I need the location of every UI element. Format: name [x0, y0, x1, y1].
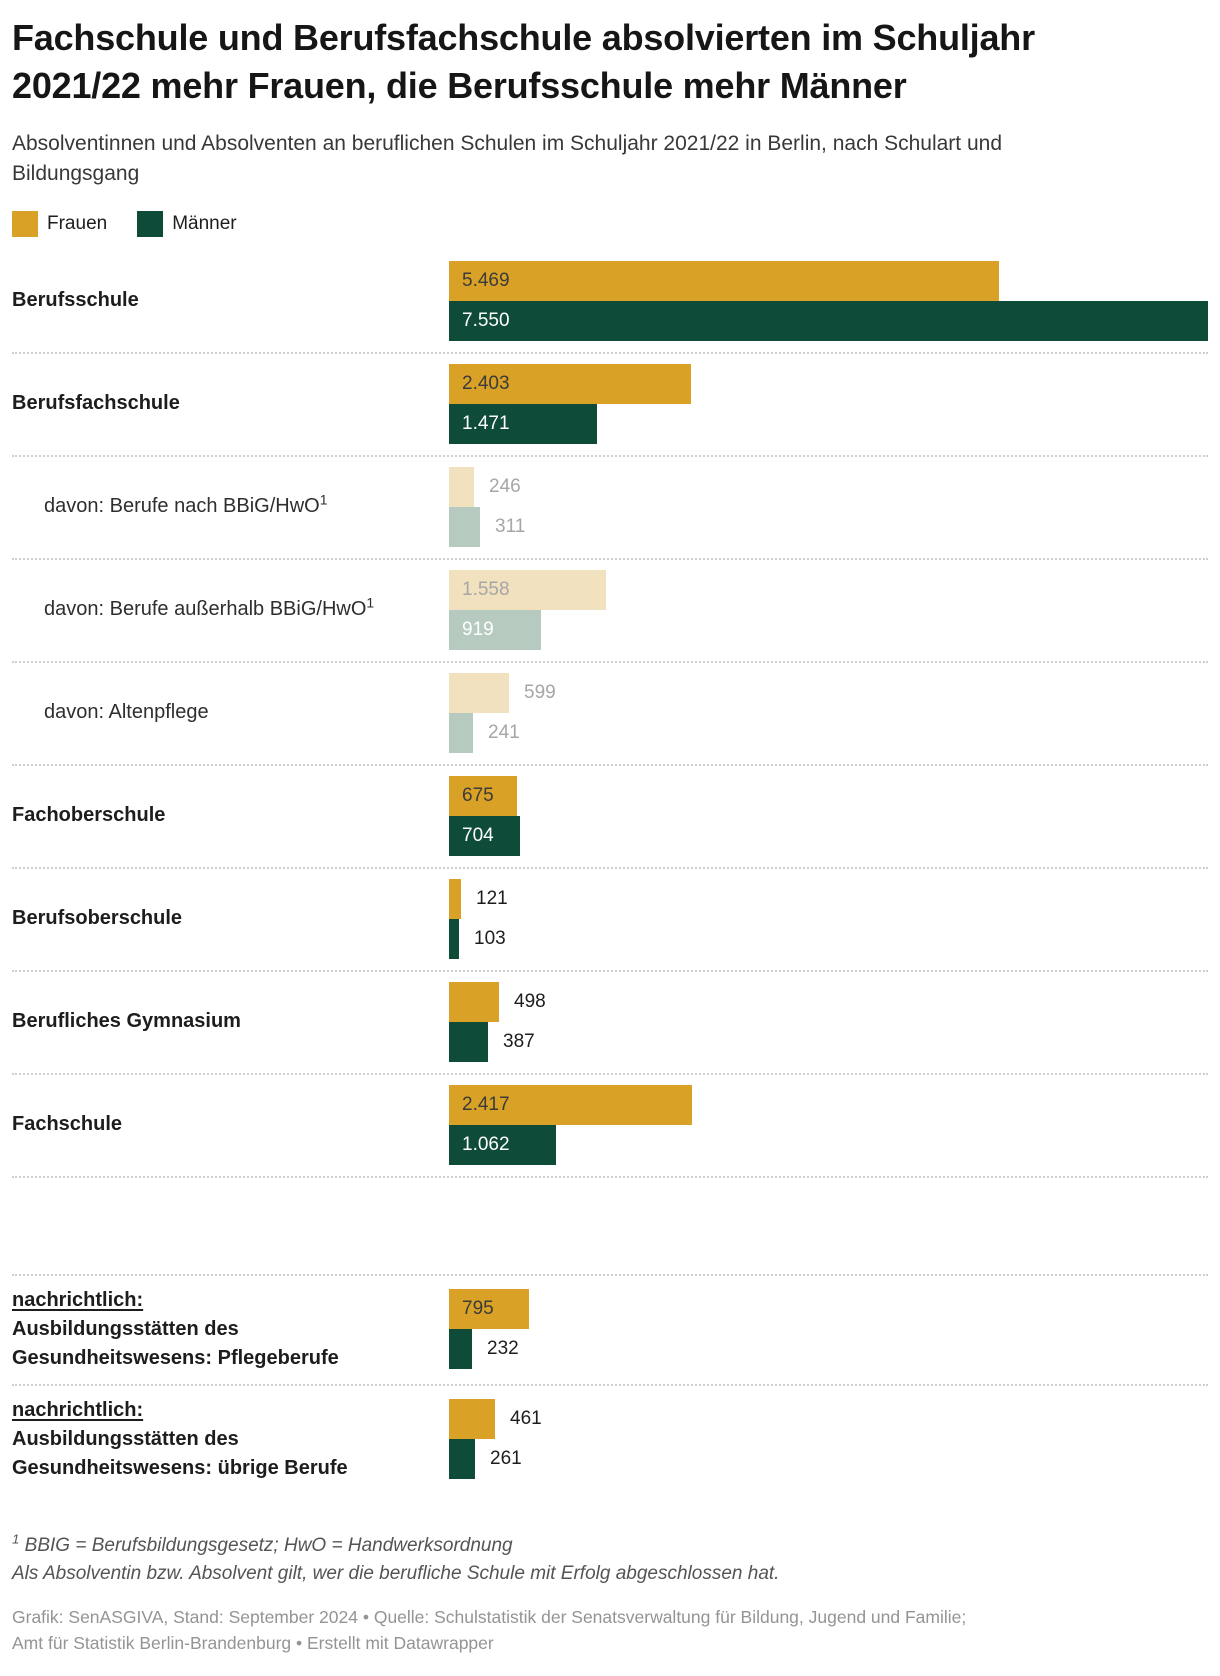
- bar-pair: [449, 673, 1208, 753]
- page-title: Fachschule und Berufsfachschule absolvierten im Schuljahr 2021/22 mehr Frauen, die Berufsschule mehr Männer: [12, 17, 1035, 106]
- bar-pair: [449, 364, 1208, 444]
- bar-value-label: 704: [462, 824, 494, 846]
- bar-maenner: [449, 1439, 475, 1479]
- chart-row: [12, 455, 1208, 558]
- legend-label-frauen: Frauen: [47, 212, 108, 234]
- chart-row: [12, 661, 1208, 764]
- bar-value-label: 311: [495, 515, 526, 537]
- row-label: Berufsfachschule: [12, 392, 180, 415]
- row-label: Fachschule: [12, 1113, 123, 1136]
- footnote-2: Als Absolventin bzw. Absolvent gilt, wer die berufliche Schule mit Erfolg abgeschlossen hat.: [12, 1562, 780, 1584]
- bar-value-label: 2.417: [462, 1093, 510, 1115]
- bar-maenner: [449, 713, 473, 753]
- bar-track-frauen: [449, 673, 1208, 713]
- bar-value-label: 121: [476, 887, 508, 909]
- bar-chart: [12, 251, 1208, 1494]
- bar-track-maenner: [449, 816, 1208, 856]
- bar-track-maenner: [449, 507, 1208, 547]
- chart-row: [12, 352, 1208, 455]
- bar-track-maenner: [449, 919, 1208, 959]
- bar-value-label: 103: [474, 927, 506, 949]
- chart-row: [12, 1073, 1208, 1176]
- bar-track-frauen: [449, 1289, 1208, 1329]
- row-label: Berufsschule: [12, 289, 139, 312]
- footnote-1: $^1$ BBIG = Berufsbildungsgesetz; HwO = Handwerksordnung: [12, 1531, 513, 1556]
- bar-track-frauen: [449, 879, 1208, 919]
- legend-item-maenner: [137, 211, 236, 237]
- bar-track-maenner: [449, 1329, 1208, 1369]
- bar-value-label: 387: [503, 1030, 535, 1052]
- bar-track-frauen: [449, 1085, 1208, 1125]
- bar-value-label: 232: [487, 1338, 519, 1360]
- bar-track-frauen: [449, 261, 1208, 301]
- bar-pair: [449, 879, 1208, 959]
- row-label: davon: Berufe nach BBiG/HwO$^1$: [44, 491, 328, 518]
- bar-frauen: [449, 467, 474, 507]
- credits: [12, 1604, 1208, 1656]
- bar-value-label: 1.062: [462, 1133, 510, 1155]
- bar-value-label: 5.469: [462, 269, 510, 291]
- chart-row: [12, 1384, 1208, 1494]
- legend: [12, 211, 1208, 237]
- bar-pair: [449, 982, 1208, 1062]
- row-label: nachrichtlich: Ausbildungsstätten des Gesundheitswesens: Pflegeberufe: [12, 1288, 339, 1369]
- chart-row: [12, 970, 1208, 1073]
- row-label: davon: Altenpflege: [44, 701, 209, 724]
- row-label: Fachoberschule: [12, 804, 166, 827]
- bar-value-label: 599: [524, 681, 556, 703]
- credits-line-2: Amt für Statistik Berlin-Brandenburg • Erstellt mit Datawrapper: [12, 1632, 494, 1653]
- bar-maenner: [449, 1022, 488, 1062]
- row-label: Berufliches Gymnasium: [12, 1010, 241, 1033]
- page-subtitle: Absolventinnen und Absolventen an beruflichen Schulen im Schuljahr 2021/22 in Berlin, nach Schulart und Bildungsgang: [12, 132, 1002, 185]
- chart-row: [12, 867, 1208, 970]
- bar-track-frauen: [449, 364, 1208, 404]
- footnotes: [12, 1532, 1208, 1588]
- bar-pair: [449, 570, 1208, 650]
- bar-value-label: 795: [462, 1298, 494, 1320]
- bar-value-label: 1.558: [462, 578, 510, 600]
- bar-track-maenner: [449, 404, 1208, 444]
- bar-value-label: 461: [510, 1408, 542, 1430]
- bar-frauen: [449, 261, 999, 301]
- bar-value-label: 675: [462, 784, 494, 806]
- chart-row-spacer: [12, 1176, 1208, 1274]
- legend-swatch-frauen-icon: [12, 211, 38, 237]
- legend-item-frauen: [12, 211, 107, 237]
- bar-pair: [449, 776, 1208, 856]
- bar-value-label: 498: [514, 990, 546, 1012]
- legend-label-maenner: Männer: [172, 212, 237, 234]
- bar-track-frauen: [449, 570, 1208, 610]
- bar-track-maenner: [449, 1125, 1208, 1165]
- bar-maenner: [449, 301, 1208, 341]
- bar-track-maenner: [449, 1439, 1208, 1479]
- bar-pair: [449, 1289, 1208, 1369]
- legend-swatch-maenner-icon: [137, 211, 163, 237]
- bar-value-label: 919: [462, 618, 494, 640]
- bar-pair: [449, 261, 1208, 341]
- row-label: davon: Berufe außerhalb BBiG/HwO$^1$: [44, 594, 375, 621]
- bar-frauen: [449, 673, 509, 713]
- bar-track-frauen: [449, 467, 1208, 507]
- bar-track-frauen: [449, 776, 1208, 816]
- bar-maenner: [449, 507, 480, 547]
- bar-value-label: 241: [488, 721, 520, 743]
- bar-frauen: [449, 879, 461, 919]
- chart-row: [12, 251, 1208, 352]
- chart-row: [12, 764, 1208, 867]
- bar-pair: [449, 1399, 1208, 1479]
- bar-frauen: [449, 1399, 495, 1439]
- bar-frauen: [449, 982, 499, 1022]
- bar-maenner: [449, 1329, 472, 1369]
- bar-track-maenner: [449, 1022, 1208, 1062]
- bar-track-frauen: [449, 1399, 1208, 1439]
- bar-track-maenner: [449, 301, 1208, 341]
- bar-value-label: 1.471: [462, 412, 510, 434]
- bar-value-label: 2.403: [462, 372, 510, 394]
- bar-value-label: 261: [490, 1448, 522, 1470]
- bar-pair: [449, 1085, 1208, 1165]
- chart-row: [12, 1274, 1208, 1384]
- bar-track-maenner: [449, 713, 1208, 753]
- bar-track-maenner: [449, 610, 1208, 650]
- bar-value-label: 246: [489, 475, 521, 497]
- bar-maenner: [449, 919, 459, 959]
- bar-value-label: 7.550: [462, 309, 510, 331]
- bar-pair: [449, 467, 1208, 547]
- row-label: nachrichtlich: Ausbildungsstätten des Gesundheitswesens: übrige Berufe: [12, 1398, 348, 1479]
- bar-track-frauen: [449, 982, 1208, 1022]
- row-label: Berufsoberschule: [12, 907, 183, 930]
- chart-row: [12, 558, 1208, 661]
- credits-line-1: Grafik: SenASGIVA, Stand: September 2024 • Quelle: Schulstatistik der Senatsverwaltung für Bildung, Jugend und Familie;: [12, 1606, 967, 1627]
